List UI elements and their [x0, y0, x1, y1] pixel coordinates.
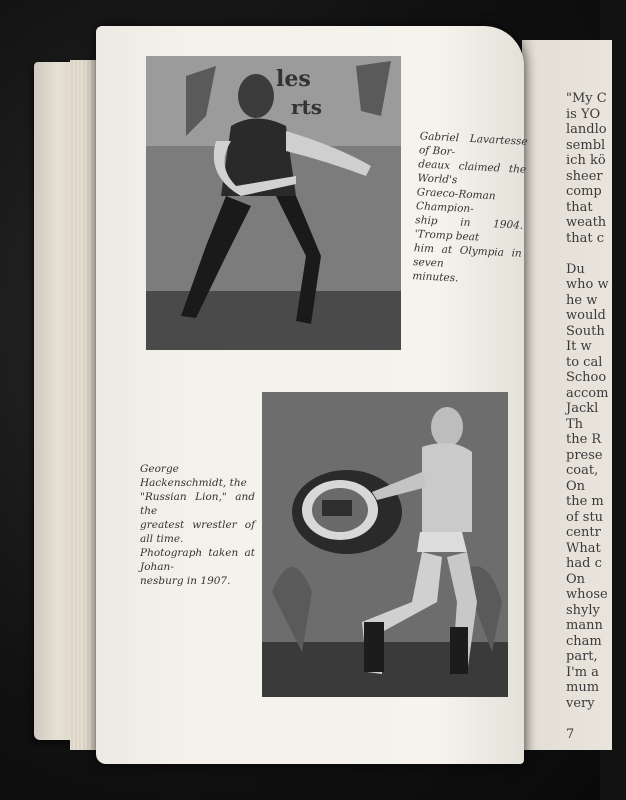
right-page	[522, 40, 612, 750]
right-page-text-line: 7	[566, 726, 575, 742]
caption-line: him at Olympia in seven	[412, 242, 523, 270]
right-page-text-line: landlo	[566, 122, 607, 137]
wrestler-photo-hackenschmidt	[262, 392, 508, 697]
right-page-text-line: centr	[566, 525, 601, 540]
right-page-text-line: sheer	[566, 168, 603, 184]
right-page-text-line: "My C	[566, 91, 607, 106]
right-page-text-line: It w	[566, 339, 592, 354]
caption-line: ship in 1904. 'Tromp beat	[414, 214, 524, 244]
right-page-text-line: South	[566, 323, 605, 339]
right-page-text-line: I'm a	[566, 664, 599, 680]
right-page-text-line: On	[566, 571, 586, 587]
right-page-text-line: he w	[566, 292, 598, 308]
right-page-text-line: shyly	[566, 602, 600, 618]
caption-line: Graeco-Roman Champion-	[415, 186, 496, 216]
right-page-text-line: that c	[566, 230, 604, 246]
right-page-text-line: coat,	[566, 463, 599, 478]
right-page-text-line: who w	[566, 277, 609, 292]
right-page-text-line: Jackl	[566, 401, 599, 416]
right-page-text-line: mann	[566, 618, 603, 633]
right-page-text-line: Schoo	[566, 370, 607, 385]
right-page-text-line: to cal	[566, 354, 603, 370]
right-page-text-line: that	[566, 199, 593, 215]
caption-lavartesse	[412, 129, 528, 288]
caption-line: minutes.	[412, 270, 459, 285]
right-page-text-line: of stu	[566, 509, 604, 525]
right-page-text-line: part,	[566, 649, 598, 664]
right-page-text-line: What	[566, 540, 601, 556]
caption-line: George Hackenschmidt, the	[140, 463, 247, 489]
right-page-text-line: cham	[566, 633, 602, 649]
right-page-text-line: sembl	[566, 137, 606, 153]
right-page-text-line: ich kö	[566, 153, 606, 168]
right-page-text-line: accom	[566, 385, 609, 401]
wrestler-crouching-image	[146, 56, 401, 350]
wrestler-photo-lavartesse	[146, 56, 401, 350]
right-page-text-line: Th	[566, 416, 584, 432]
caption-line: Gabriel Lavartesse of Bor-	[418, 130, 528, 159]
caption-line: Photograph taken at Johan-	[140, 547, 255, 573]
right-page-text-line: had c	[566, 556, 602, 571]
right-page-text-line: very	[566, 695, 595, 711]
right-page-text-line: the R	[566, 432, 602, 447]
right-page-text-line: the m	[566, 494, 604, 509]
right-page-text-line: mum	[566, 680, 600, 695]
right-page-text-line: On	[566, 478, 586, 494]
right-page-text-line: is YO	[566, 106, 601, 122]
right-page-text-line: prese	[566, 447, 603, 463]
caption-hackenschmidt	[140, 462, 255, 588]
right-page-text-line: weath	[566, 215, 607, 230]
right-page-text-line: comp	[566, 184, 602, 199]
caption-line: greatest wrestler of all time.	[140, 519, 255, 545]
caption-line: deaux claimed the World's	[417, 158, 527, 187]
right-page-text-line: whose	[566, 587, 608, 602]
right-page-text-line: Du	[566, 261, 585, 277]
caption-line: nesburg in 1907.	[140, 575, 231, 587]
wrestler-with-barrel-image	[262, 392, 508, 697]
right-page-text-line: would	[566, 308, 606, 323]
caption-line: "Russian Lion," and the	[140, 491, 255, 517]
svg-text:rts: rts	[291, 95, 323, 119]
svg-text:les: les	[276, 66, 311, 92]
